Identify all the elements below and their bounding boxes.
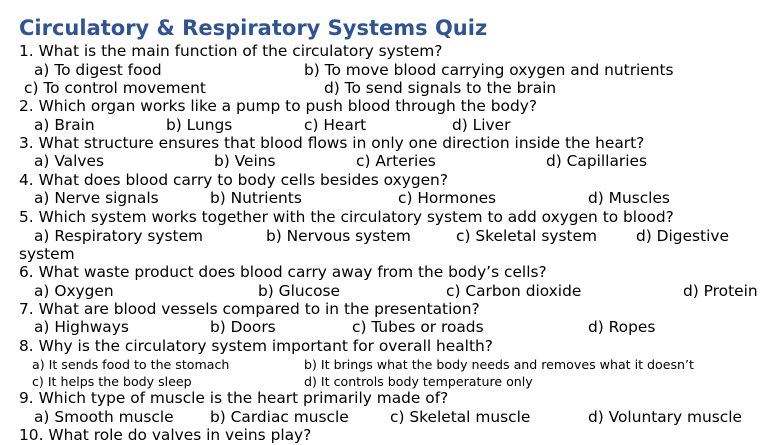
option-c: c) It helps the body sleep <box>32 374 192 389</box>
question-1-options-row-1 <box>0 61 784 80</box>
option-d: d) Protein <box>683 282 758 300</box>
option-b: b) Cardiac muscle <box>210 408 349 426</box>
question-7-options <box>0 318 784 337</box>
page-title: Circulatory & Respiratory Systems Quiz <box>19 16 488 40</box>
option-a: a) Respiratory system <box>34 227 204 245</box>
option-a: a) To digest food <box>34 61 162 79</box>
question-text: 4. What does blood carry to body cells besides oxygen? <box>19 171 448 189</box>
question-7 <box>0 300 784 319</box>
question-text: 7. What are blood vessels compared to in the presentation? <box>19 300 480 318</box>
question-10 <box>0 426 784 445</box>
option-c: c) To control movement <box>24 79 206 97</box>
option-d: d) It controls body temperature only <box>304 374 533 389</box>
option-c: c) Tubes or roads <box>352 318 484 336</box>
question-1-options-row-2 <box>0 79 784 98</box>
option-b: b) It brings what the body needs and removes what it doesn’t <box>304 357 694 372</box>
option-c: c) Arteries <box>356 152 436 170</box>
question-2 <box>0 97 784 116</box>
option-b: b) Nutrients <box>210 189 302 207</box>
option-b: b) To move blood carrying oxygen and nutrients <box>304 61 674 79</box>
option-b: b) Veins <box>214 152 276 170</box>
question-6-options <box>0 282 784 301</box>
question-9 <box>0 389 784 408</box>
option-c: c) Carbon dioxide <box>446 282 582 300</box>
question-3-options <box>0 152 784 171</box>
question-8-options-row-2 <box>0 373 784 390</box>
question-2-options <box>0 116 784 135</box>
question-6 <box>0 263 784 282</box>
option-a: a) Nerve signals <box>34 189 159 207</box>
option-a: a) Highways <box>34 318 129 336</box>
question-5-options <box>0 227 784 246</box>
option-b: b) Nervous system <box>266 227 411 245</box>
option-a: a) It sends food to the stomach <box>32 357 230 372</box>
option-a: a) Brain <box>34 116 95 134</box>
question-text: 6. What waste product does blood carry away from the body’s cells? <box>19 263 547 281</box>
option-c: c) Hormones <box>398 189 497 207</box>
question-8-options-row-1 <box>0 356 784 373</box>
option-b: b) Doors <box>210 318 276 336</box>
question-4-options <box>0 189 784 208</box>
option-a: a) Oxygen <box>34 282 114 300</box>
question-5 <box>0 208 784 227</box>
question-text: 9. Which type of muscle is the heart primarily made of? <box>19 389 449 407</box>
option-d: d) Digestive <box>636 227 729 245</box>
question-text: 5. Which system works together with the circulatory system to add oxygen to blood? <box>19 208 674 226</box>
option-b: b) Glucose <box>258 282 340 300</box>
option-d: d) Liver <box>452 116 511 134</box>
question-text: 1. What is the main function of the circulatory system? <box>19 42 443 60</box>
option-d: d) Ropes <box>588 318 656 336</box>
option-c: c) Heart <box>304 116 367 134</box>
option-c: c) Skeletal muscle <box>390 408 531 426</box>
option-b: b) Lungs <box>166 116 233 134</box>
option-a: a) Smooth muscle <box>34 408 174 426</box>
question-text: 2. Which organ works like a pump to push blood through the body? <box>19 97 538 115</box>
question-5-wrap <box>0 245 784 264</box>
option-a: a) Valves <box>34 152 104 170</box>
question-3 <box>0 134 784 153</box>
option-c: c) Skeletal system <box>456 227 597 245</box>
question-1 <box>0 42 784 61</box>
question-text: 3. What structure ensures that blood flows in only one direction inside the heart? <box>19 134 645 152</box>
question-text: 10. What role do valves in veins play? <box>19 426 312 444</box>
question-4 <box>0 171 784 190</box>
option-d-continued: system <box>19 245 75 263</box>
option-d: d) Capillaries <box>546 152 647 170</box>
option-d: d) To send signals to the brain <box>324 79 557 97</box>
option-d: d) Muscles <box>588 189 670 207</box>
question-9-options <box>0 408 784 427</box>
question-8 <box>0 337 784 356</box>
question-text: 8. Why is the circulatory system important for overall health? <box>19 337 493 355</box>
option-d: d) Voluntary muscle <box>588 408 742 426</box>
